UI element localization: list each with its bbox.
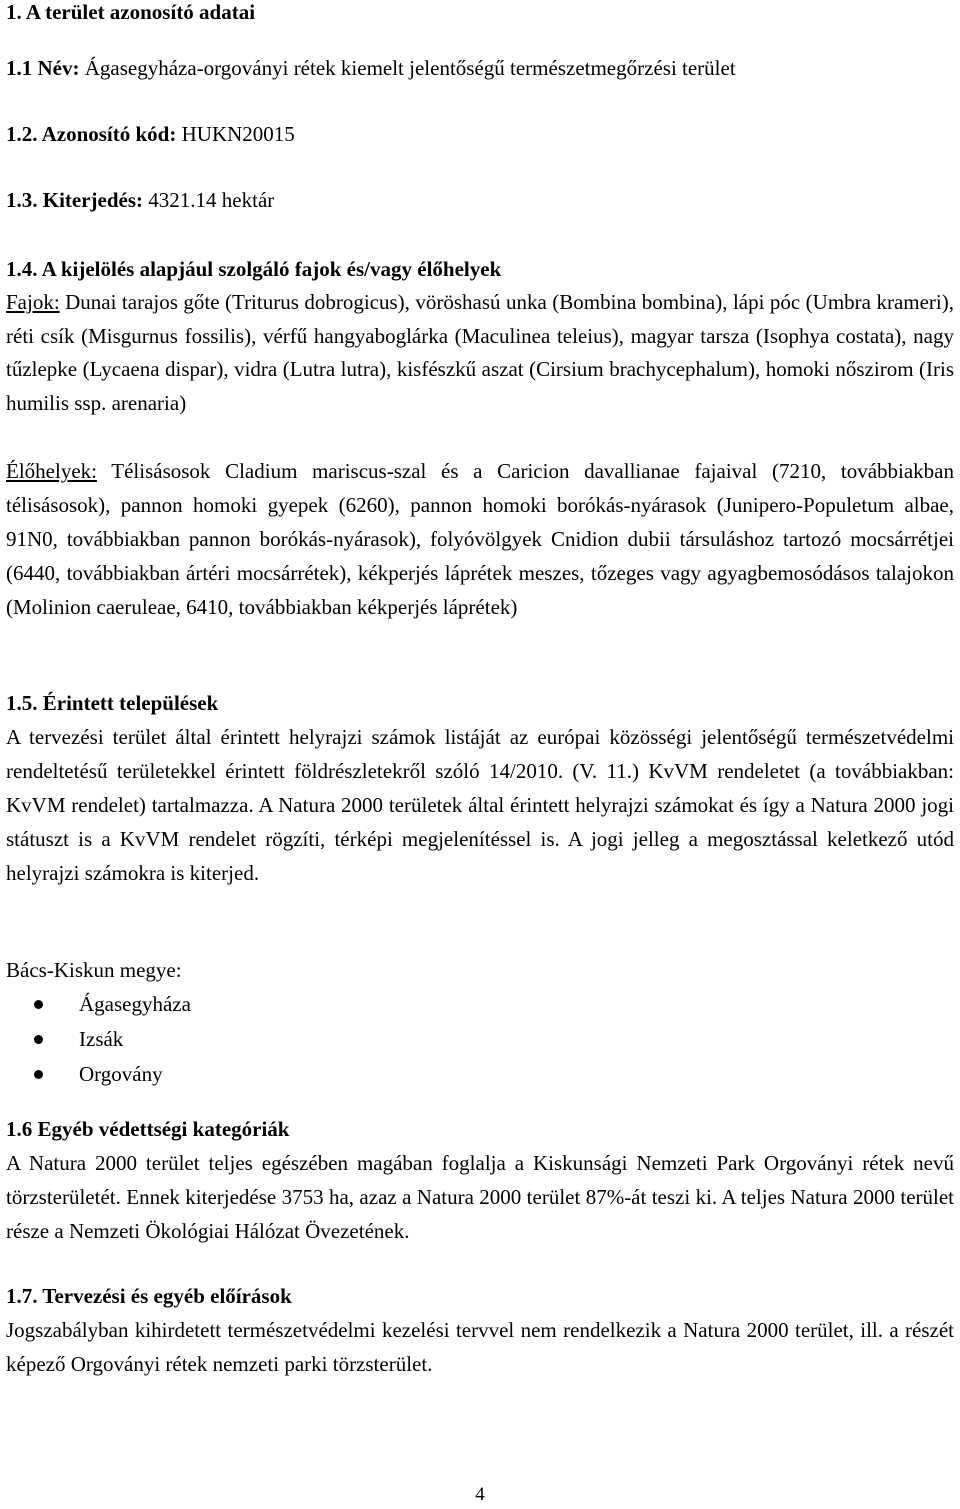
section-1-2-label: 1.2. Azonosító kód: — [6, 122, 177, 146]
settlement-list — [6, 987, 191, 1092]
section-1-3-area-row — [6, 184, 954, 217]
section-1-7-paragraph: Jogszabályban kihirdetett természetvédelmi kezelési tervvel nem rendelkezik a Natura 2000 terület, ill. a részét képező Orgoványi rétek nemzeti parki törzsterület. — [6, 1318, 954, 1376]
species-label: Fajok: — [6, 290, 60, 314]
bullet-icon — [34, 1070, 43, 1079]
habitats-text: Télisásosok Cladium mariscus-szal és a Caricion davallianae fajaival (7210, továbbiakban télisásosok), pannon homoki gyepek (6260), pannon homoki borókás-nyárasok (Junipero-Populetum albae, 91N0, továbbiakban pannon borókás-nyárasok), folyóvölgyek Cnidion dubii társuláshoz tartozó mocsárrétjei (6440, továbbiakban ártéri mocsárrétek), kékperjés láprétek meszes, tőzeges vagy agyagbemosódásos talajokon (Molinion caeruleae, 6410, továbbiakban kékperjés láprétek) — [6, 459, 954, 619]
bullet-icon — [34, 1035, 43, 1044]
section-1-1-label: 1.1 Név: — [6, 56, 80, 80]
section-1-3-label: 1.3. Kiterjedés: — [6, 188, 144, 212]
species-paragraph — [6, 286, 954, 420]
section-1-3-value: 4321.14 hektár — [148, 188, 275, 212]
section-1-1-name-row — [6, 52, 954, 85]
section-1-2-code-row — [6, 118, 954, 151]
page-number: 4 — [475, 1484, 485, 1505]
section-1-7-heading: 1.7. Tervezési és egyéb előírások — [6, 1284, 292, 1308]
settlement-name: Ágasegyháza — [79, 992, 191, 1016]
section-1-1-value: Ágasegyháza-orgoványi rétek kiemelt jelentőségű természetmegőrzési terület — [84, 56, 736, 80]
list-item — [6, 1057, 191, 1092]
settlement-name: Orgovány — [79, 1062, 163, 1086]
bullet-icon — [34, 1000, 43, 1009]
habitats-label: Élőhelyek: — [6, 459, 97, 483]
species-text: Dunai tarajos gőte (Triturus dobrogicus), vöröshasú unka (Bombina bombina), lápi póc (Umbra krameri), réti csík (Misgurnus fossilis), vérfű hangyaboglárka (Maculinea teleius), magyar tarsza (Isophya costata), nagy tűzlepke (Lycaena dispar), vidra (Lutra lutra), kisfészkű aszat (Cirsium brachycephalum), homoki nőszirom (Iris humilis ssp. arenaria) — [6, 290, 954, 415]
section-1-5-heading: 1.5. Érintett települések — [6, 691, 219, 715]
section-1-5-paragraph: A tervezési terület által érintett helyrajzi számok listáját az európai közösségi jelentőségű természetvédelmi rendeltetésű területekkel érintett földrészletekről szóló 14/2010. (V. 11.) KvVM rendeletet (a továbbiakban: KvVM rendelet) tartalmazza. A Natura 2000 területek által érintett helyrajzi számokat és így a Natura 2000 jogi státuszt is a KvVM rendelet rögzíti, térképi megjelenítéssel is. A jogi jelleg a megosztással keletkező utód helyrajzi számokra is kiterjed. — [6, 725, 954, 885]
county-label: Bács-Kiskun megye: — [6, 958, 182, 982]
section-1-6-heading: 1.6 Egyéb védettségi kategóriák — [6, 1117, 290, 1141]
section-1-6-paragraph: A Natura 2000 terület teljes egészében magában foglalja a Kiskunsági Nemzeti Park Orgoványi rétek nevű törzsterületét. Ennek kiterjedése 3753 ha, azaz a Natura 2000 terület 87%-át teszi ki. A teljes Natura 2000 terület része a Nemzeti Ökológiai Hálózat Övezetének. — [6, 1151, 954, 1243]
settlement-name: Izsák — [79, 1027, 124, 1051]
list-item — [6, 1022, 191, 1057]
section-1-heading: 1. A terület azonosító adatai — [6, 0, 256, 24]
section-1-2-value: HUKN20015 — [181, 122, 295, 146]
habitats-paragraph — [6, 454, 954, 624]
list-item — [6, 987, 191, 1022]
section-1-4-heading: 1.4. A kijelölés alapjául szolgáló fajok és/vagy élőhelyek — [6, 257, 502, 281]
